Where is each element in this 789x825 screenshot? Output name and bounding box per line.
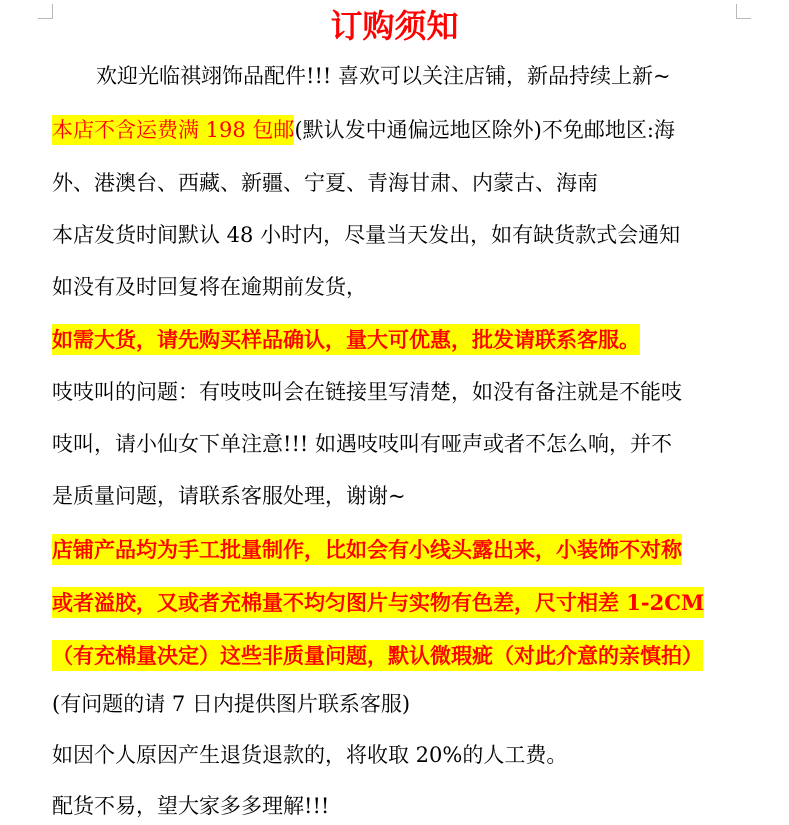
wholesale-highlight: 如需大货，请先购买样品确认，量大可优惠，批发请联系客服。 <box>52 324 640 355</box>
refund-text: 如因个人原因产生退货退款的，将收取 20%的人工费。 <box>52 743 568 767</box>
squeak-text-2: 吱叫，请小仙女下单注意!!! 如遇吱吱叫有哑声或者不怎么响，并不 <box>52 432 672 456</box>
dispatch-line-2 <box>52 273 752 302</box>
shipping-line <box>52 116 752 145</box>
dispatch-line-1 <box>52 221 752 250</box>
dispatch-text-1: 本店发货时间默认 48 小时内，尽量当天发出，如有缺货款式会通知 <box>52 223 681 247</box>
shipping-exception-text: (默认发中通偏远地区除外)不免邮地区:海 <box>294 118 675 142</box>
closing-text: 配货不易，望大家多多理解!!! <box>52 794 330 818</box>
welcome-line <box>96 62 789 91</box>
squeak-line-3 <box>52 482 752 511</box>
refund-line <box>52 741 752 770</box>
regions-text: 外、港澳台、西藏、新疆、宁夏、青海甘肃、内蒙古、海南 <box>52 171 598 195</box>
free-shipping-highlight: 本店不含运费满 198 包邮 <box>52 115 294 145</box>
contact-line <box>52 690 752 719</box>
dispatch-text-2: 如没有及时回复将在逾期前发货， <box>52 275 367 299</box>
quality-line-2 <box>52 588 752 618</box>
welcome-text: 欢迎光临祺翊饰品配件!!! 喜欢可以关注店铺，新品持续上新~ <box>96 64 671 88</box>
quality-line-1 <box>52 535 752 565</box>
quality-highlight-3: （有充棉量决定）这些非质量问题，默认微瑕疵（对此介意的亲慎拍） <box>52 640 703 671</box>
squeak-text-1: 吱吱叫的问题：有吱吱叫会在链接里写清楚，如没有备注就是不能吱 <box>52 380 682 404</box>
quality-highlight-1: 店铺产品均为手工批量制作，比如会有小线头露出来，小装饰不对称 <box>52 534 682 565</box>
squeak-line-1 <box>52 378 752 407</box>
quality-highlight-2: 或者溢胶，又或者充棉量不均匀图片与实物有色差，尺寸相差 1-2CM <box>52 587 704 618</box>
wholesale-line <box>52 325 752 355</box>
quality-line-3 <box>52 641 752 671</box>
closing-line <box>52 792 752 821</box>
contact-text: (有问题的请 7 日内提供图片联系客服) <box>52 692 411 716</box>
page-title: 订购须知 <box>330 7 459 45</box>
squeak-text-3: 是质量问题，请联系客服处理，谢谢~ <box>52 484 406 508</box>
regions-line <box>52 169 752 198</box>
squeak-line-2 <box>52 430 752 459</box>
